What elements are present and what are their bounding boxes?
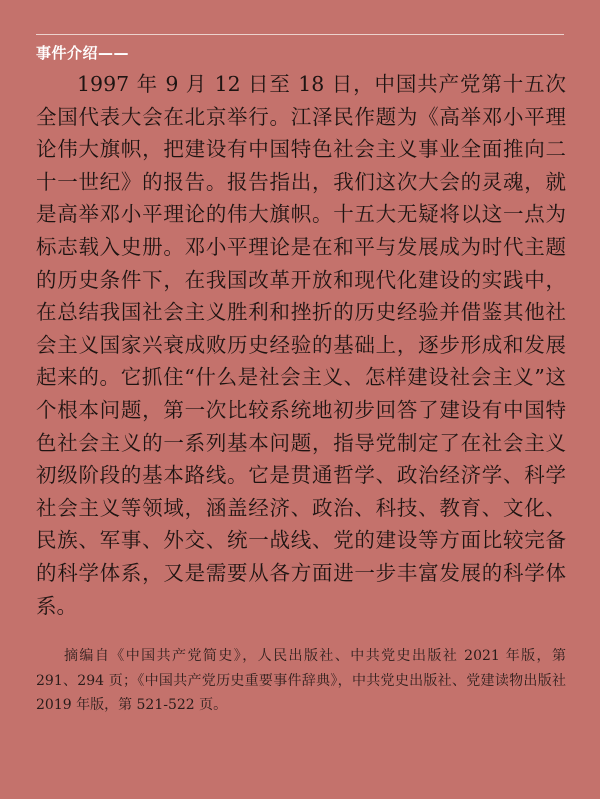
- top-divider: [36, 34, 564, 35]
- event-description: 1997 年 9 月 12 日至 18 日，中国共产党第十五次全国代表大会在北京举行。江泽民作题为《高举邓小平理论伟大旗帜，把建设有中国特色社会主义事业全面推向二十一世纪》的报告。报告指出，我们这次大会的灵魂，就是高举邓小平理论的伟大旗帜。十五大无疑将以这一点为标志载入史册。邓小平理论是在和平与发展成为时代主题的历史条件下，在我国改革开放和现代化建设的实践中，在总结我国社会主义胜利和挫折的历史经验并借鉴其他社会主义国家兴衰成败历史经验的基础上，逐步形成和发展起来的。它抓住“什么是社会主义、怎样建设社会主义”这个根本问题，第一次比较系统地初步回答了建设有中国特色社会主义的一系列基本问题，指导党制定了在社会主义初级阶段的基本路线。它是贯通哲学、政治经济学、科学社会主义等领域，涵盖经济、政治、科技、教育、文化、民族、军事、外交、统一战线、党的建设等方面比较完备的科学体系，又是需要从各方面进一步丰富发展的科学体系。: [36, 72, 566, 618]
- section-label: 事件介绍——: [36, 44, 130, 62]
- source-citation: 摘编自《中国共产党简史》，人民出版社、中共党史出版社 2021 年版，第 291、294 页；《中国共产党历史重要事件辞典》，中共党史出版社、党建读物出版社 2019 年版，第 521-522 页。: [36, 648, 566, 713]
